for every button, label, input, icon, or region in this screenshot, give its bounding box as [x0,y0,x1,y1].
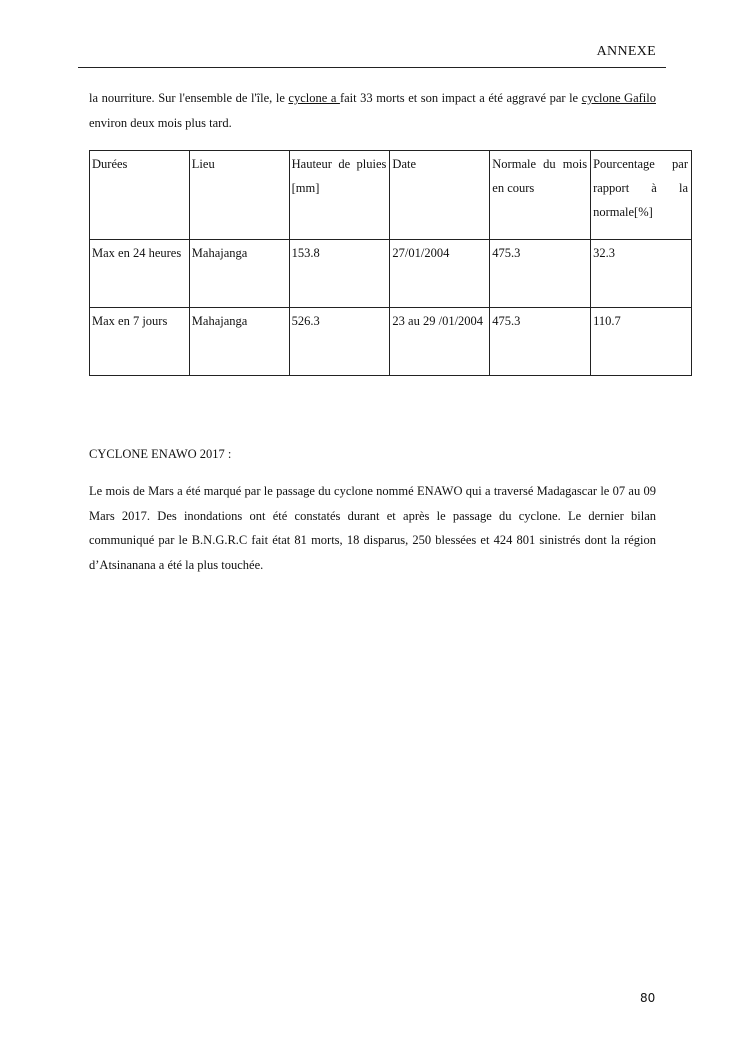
table-cell: Mahajanga [189,308,289,376]
intro-text-1: la nourriture. Sur l'ensemble de l'île, le [89,91,289,105]
table-cell: 526.3 [289,308,390,376]
intro-text-2: fait 33 morts et son impact a été aggravé par le [339,91,582,105]
table-row [90,308,692,376]
table-cell: Max en 24 heures [90,240,190,308]
intro-text-3: environ deux mois plus tard. [89,115,232,130]
page-number: 80 [640,991,656,1005]
header-cell-normale: Normale du mois en cours [490,151,591,240]
table-cell: 32.3 [591,240,692,308]
intro-paragraph [89,86,656,135]
table-cell: 27/01/2004 [390,240,490,308]
table-cell: 23 au 29 /01/2004 [390,308,490,376]
table-cell: Mahajanga [189,240,289,308]
section-body: Le mois de Mars a été marqué par le passage du cyclone nommé ENAWO qui a traversé Madagascar le 07 au 09 Mars 2017. Des inondations ont été constatés durant et après le passage du cyclone. Le dernier bilan communiqué par le B.N.G.R.C fait état 81 morts, 18 disparus, 250 blessées et 424 801 sinistrés dont la région d’Atsinanana a été la plus touchée. [89,484,656,572]
table-cell: Max en 7 jours [90,308,190,376]
header-cell-pourcentage: Pourcentage par rapport à la normale[%] [591,151,692,240]
table-cell: 153.8 [289,240,390,308]
header-title: ANNEXE [596,44,656,59]
table-cell: 475.3 [490,308,591,376]
table-header-row [90,151,692,240]
rainfall-table [89,150,692,376]
cyclone-gafilo-link[interactable]: cyclone Gafilo [581,91,656,105]
cyclone-link[interactable]: cyclone a [288,91,340,105]
header-cell-durees: Durées [90,151,190,240]
section-title: CYCLONE ENAWO 2017 : [89,447,232,461]
header-cell-hauteur: Hauteur de pluies [mm] [289,151,390,240]
header-cell-date: Date [390,151,490,240]
table-cell: 110.7 [591,308,692,376]
header-cell-lieu: Lieu [189,151,289,240]
table-row [90,240,692,308]
table-cell: 475.3 [490,240,591,308]
page-header [78,42,666,68]
